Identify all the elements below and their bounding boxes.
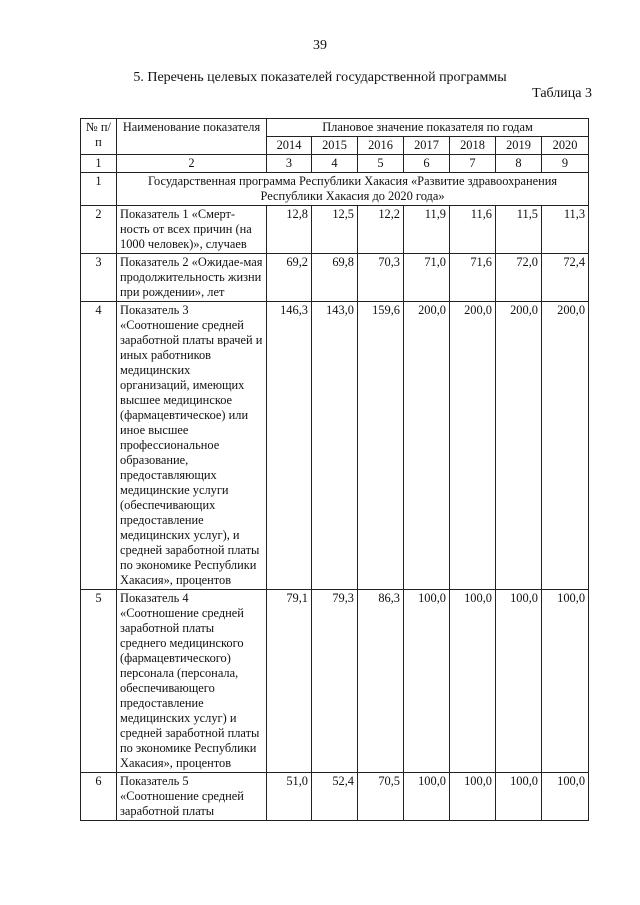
year-header: 2019 bbox=[496, 137, 542, 155]
value-cell: 200,0 bbox=[542, 302, 589, 590]
value-cell: 11,9 bbox=[404, 206, 450, 254]
value-cell: 11,5 bbox=[496, 206, 542, 254]
value-cell: 200,0 bbox=[404, 302, 450, 590]
value-cell: 12,5 bbox=[312, 206, 358, 254]
page-number: 39 bbox=[313, 38, 327, 53]
value-cell: 79,1 bbox=[267, 590, 312, 773]
header-number: № п/п bbox=[81, 119, 117, 155]
value-cell: 72,4 bbox=[542, 254, 589, 302]
value-cell: 79,3 bbox=[312, 590, 358, 773]
row-number: 5 bbox=[81, 590, 117, 773]
indicator-name: Показатель 4 «Соотношение средней заработной платы среднего медицинского (фармацевтического) персонала (персонала, обеспечивающего предоставление медицинских услуг) и средней заработной платы по экономике Республики Хакасия», процентов bbox=[117, 590, 267, 773]
column-index-row bbox=[81, 155, 589, 173]
column-index: 6 bbox=[404, 155, 450, 173]
indicator-name: Показатель 3 «Соотношение средней заработной платы врачей и иных работников медицинских организаций, имеющих высшее медицинское (фармацевтическое) или иное высшее профессиональное образование, предоставляющих медицинские услуги (обеспечивающих предоставление медицинских услуг), и средней заработной платы по экономике Республики Хакасия», процентов bbox=[117, 302, 267, 590]
year-header: 2018 bbox=[450, 137, 496, 155]
section-title: 5. Перечень целевых показателей государственной программы bbox=[133, 70, 507, 85]
value-cell: 100,0 bbox=[496, 590, 542, 773]
year-header: 2016 bbox=[358, 137, 404, 155]
value-cell: 11,6 bbox=[450, 206, 496, 254]
row-number: 4 bbox=[81, 302, 117, 590]
value-cell: 159,6 bbox=[358, 302, 404, 590]
table-label: Таблица 3 bbox=[532, 86, 592, 101]
column-index: 7 bbox=[450, 155, 496, 173]
table-row bbox=[81, 302, 589, 590]
value-cell: 143,0 bbox=[312, 302, 358, 590]
column-index: 3 bbox=[267, 155, 312, 173]
indicator-name: Показатель 2 «Ожидае-мая продолжительность жизни при рождении», лет bbox=[117, 254, 267, 302]
value-cell: 69,8 bbox=[312, 254, 358, 302]
column-index: 5 bbox=[358, 155, 404, 173]
value-cell: 71,0 bbox=[404, 254, 450, 302]
header-name: Наименование показателя bbox=[117, 119, 267, 155]
row-number: 3 bbox=[81, 254, 117, 302]
indicator-name: Показатель 5 «Соотношение средней заработной платы bbox=[117, 773, 267, 821]
column-index: 4 bbox=[312, 155, 358, 173]
header-plan: Плановое значение показателя по годам bbox=[267, 119, 589, 137]
value-cell: 11,3 bbox=[542, 206, 589, 254]
value-cell: 70,5 bbox=[358, 773, 404, 821]
row-number: 1 bbox=[81, 173, 117, 206]
value-cell: 12,2 bbox=[358, 206, 404, 254]
indicator-name: Показатель 1 «Смерт-ность от всех причин (на 1000 человек)», случаев bbox=[117, 206, 267, 254]
value-cell: 12,8 bbox=[267, 206, 312, 254]
column-index: 9 bbox=[542, 155, 589, 173]
indicators-table bbox=[80, 118, 589, 821]
year-header: 2014 bbox=[267, 137, 312, 155]
column-index: 1 bbox=[81, 155, 117, 173]
value-cell: 86,3 bbox=[358, 590, 404, 773]
value-cell: 100,0 bbox=[450, 773, 496, 821]
value-cell: 72,0 bbox=[496, 254, 542, 302]
table-row bbox=[81, 773, 589, 821]
value-cell: 51,0 bbox=[267, 773, 312, 821]
year-header: 2020 bbox=[542, 137, 589, 155]
value-cell: 100,0 bbox=[496, 773, 542, 821]
table-row bbox=[81, 206, 589, 254]
table-row bbox=[81, 254, 589, 302]
value-cell: 70,3 bbox=[358, 254, 404, 302]
row-number: 2 bbox=[81, 206, 117, 254]
column-index: 8 bbox=[496, 155, 542, 173]
program-title: Государственная программа Республики Хакасия «Развитие здравоохранения Республики Хакасия до 2020 года» bbox=[117, 173, 589, 206]
value-cell: 71,6 bbox=[450, 254, 496, 302]
value-cell: 100,0 bbox=[542, 773, 589, 821]
year-header: 2017 bbox=[404, 137, 450, 155]
value-cell: 146,3 bbox=[267, 302, 312, 590]
column-index: 2 bbox=[117, 155, 267, 173]
value-cell: 100,0 bbox=[450, 590, 496, 773]
value-cell: 52,4 bbox=[312, 773, 358, 821]
value-cell: 100,0 bbox=[542, 590, 589, 773]
value-cell: 200,0 bbox=[496, 302, 542, 590]
value-cell: 100,0 bbox=[404, 773, 450, 821]
table-row bbox=[81, 590, 589, 773]
value-cell: 69,2 bbox=[267, 254, 312, 302]
row-number: 6 bbox=[81, 773, 117, 821]
program-row bbox=[81, 173, 589, 206]
value-cell: 100,0 bbox=[404, 590, 450, 773]
value-cell: 200,0 bbox=[450, 302, 496, 590]
year-header: 2015 bbox=[312, 137, 358, 155]
